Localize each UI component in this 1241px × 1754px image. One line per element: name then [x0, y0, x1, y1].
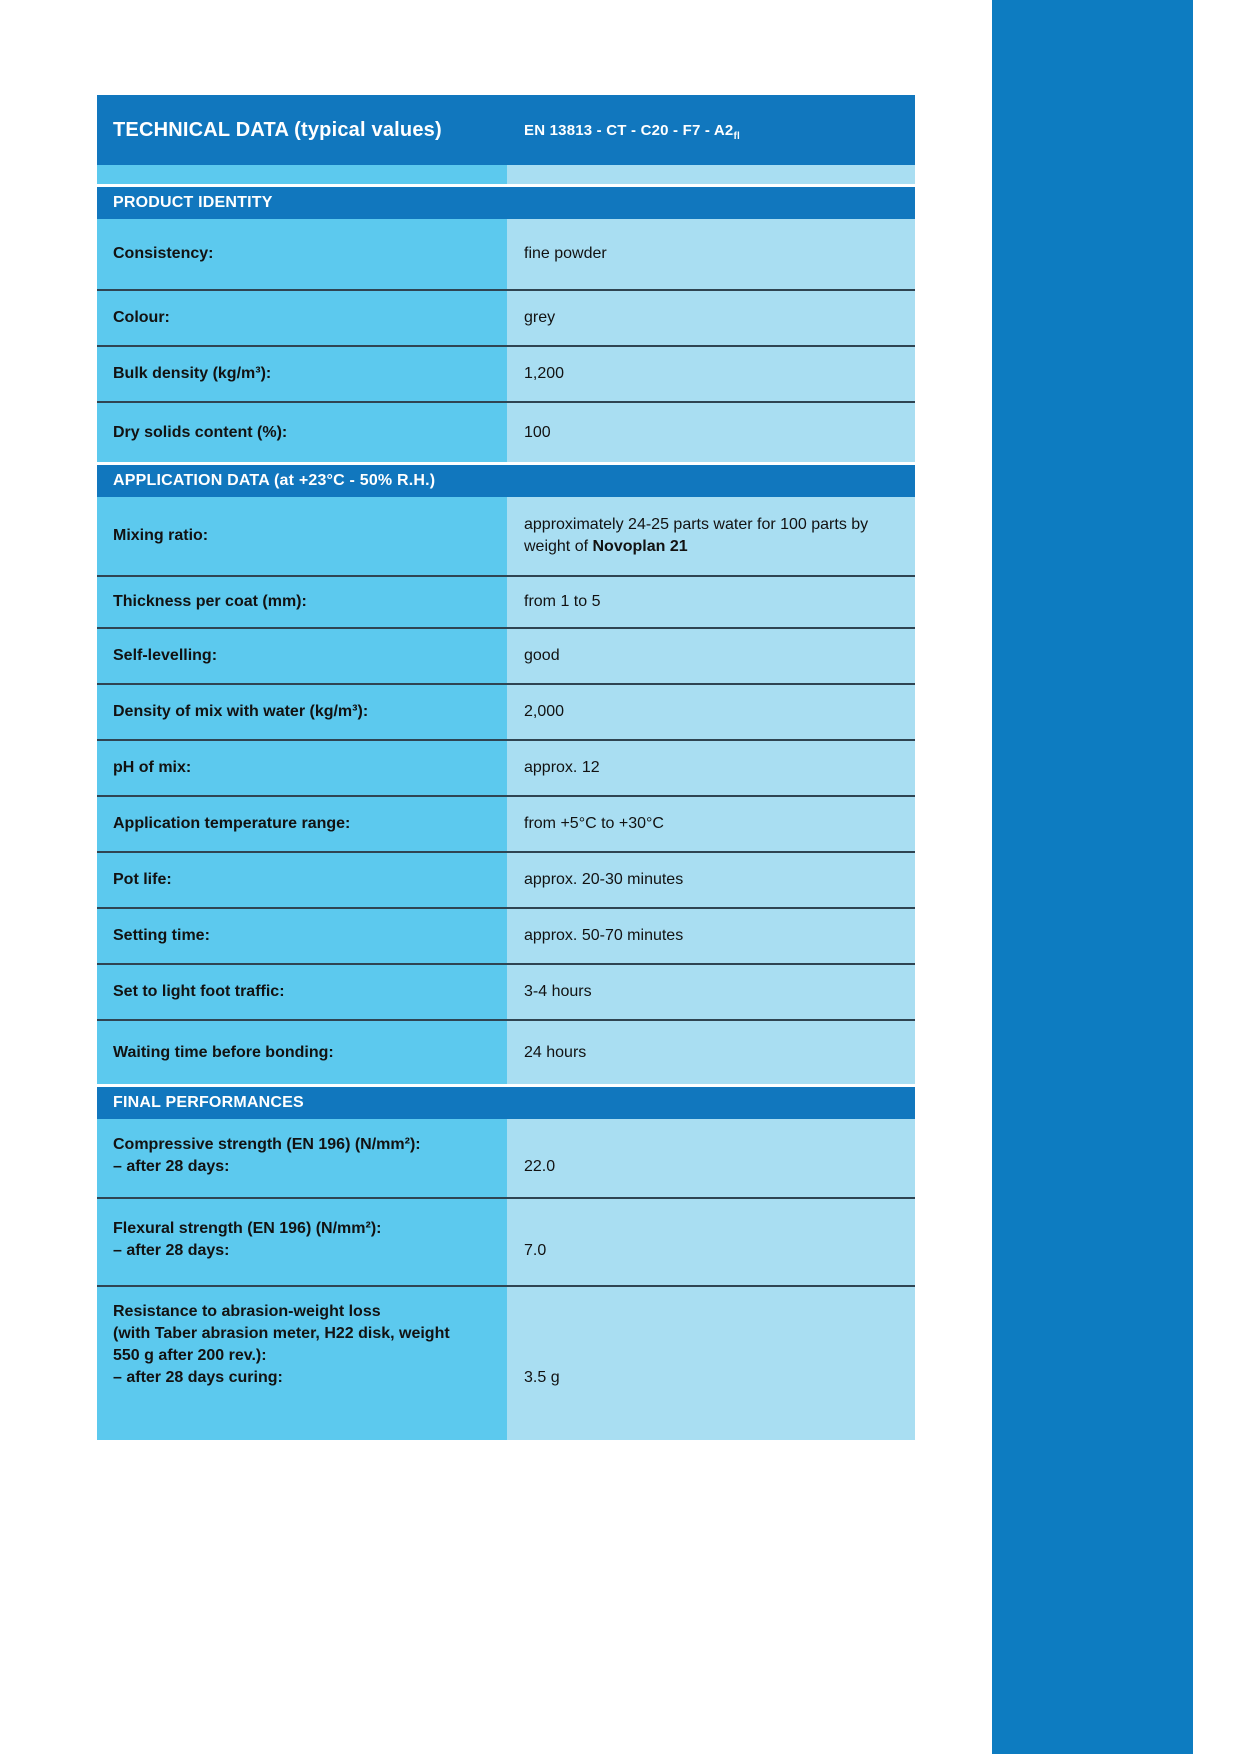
standard-text: EN 13813 - CT - C20 - F7 - A2 — [524, 121, 734, 139]
technical-data-table — [97, 95, 915, 1440]
row-value: 2,000 — [507, 685, 915, 739]
section-header-product-identity: PRODUCT IDENTITY — [97, 187, 915, 219]
row-application-temperature-range — [97, 797, 915, 853]
row-waiting-time-before-bonding — [97, 1021, 915, 1084]
label-line-1: Resistance to abrasion-weight loss — [113, 1303, 381, 1320]
row-value: 100 — [507, 403, 915, 462]
mixing-ratio-value — [524, 514, 868, 558]
row-label: Setting time: — [97, 909, 507, 963]
row-label: Application temperature range: — [97, 797, 507, 851]
row-mixing-ratio — [97, 497, 915, 577]
section-header-final-performances: FINAL PERFORMANCES — [97, 1087, 915, 1119]
row-ph-of-mix — [97, 741, 915, 797]
row-value: approx. 20-30 minutes — [507, 853, 915, 907]
row-label: Pot life: — [97, 853, 507, 907]
label-line-4: – after 28 days curing: — [113, 1369, 283, 1386]
table-header-bar — [97, 95, 915, 165]
row-value: good — [507, 629, 915, 683]
row-label: Waiting time before bonding: — [97, 1021, 507, 1084]
row-setting-time — [97, 909, 915, 965]
row-value: from 1 to 5 — [507, 577, 915, 627]
row-self-levelling — [97, 629, 915, 685]
row-bulk-density — [97, 347, 915, 403]
row-value: approx. 12 — [507, 741, 915, 795]
row-flexural-strength — [97, 1199, 915, 1287]
section-header-application-data: APPLICATION DATA (at +23°C - 50% R.H.) — [97, 465, 915, 497]
color-strip-left — [97, 165, 507, 184]
row-label: Thickness per coat (mm): — [97, 577, 507, 627]
mixing-ratio-value-line1: approximately 24-25 parts water for 100 parts by — [524, 516, 869, 533]
standard-subscript: fl — [733, 130, 740, 142]
color-strip — [97, 165, 915, 184]
label-line-3: 550 g after 200 rev.): — [113, 1347, 267, 1364]
label-line-2: – after 28 days: — [113, 1158, 230, 1175]
row-label: Mixing ratio: — [97, 497, 507, 575]
mixing-ratio-product-name: Novoplan 21 — [592, 538, 688, 555]
row-label: Consistency: — [97, 219, 507, 289]
row-label: pH of mix: — [97, 741, 507, 795]
row-set-to-light-foot-traffic — [97, 965, 915, 1021]
row-label: Density of mix with water (kg/m³): — [97, 685, 507, 739]
row-value — [507, 497, 915, 575]
row-value: 22.0 — [507, 1119, 915, 1197]
row-value: 3-4 hours — [507, 965, 915, 1019]
mixing-ratio-value-line2: weight of — [524, 538, 593, 555]
label-line-1: Compressive strength (EN 196) (N/mm²): — [113, 1136, 421, 1153]
row-value: 3.5 g — [507, 1287, 915, 1440]
row-density-of-mix-with-water — [97, 685, 915, 741]
row-colour — [97, 291, 915, 347]
row-thickness-per-coat — [97, 577, 915, 629]
row-label — [97, 1199, 507, 1285]
row-label: Self-levelling: — [97, 629, 507, 683]
standard-designation — [507, 121, 740, 142]
row-value: grey — [507, 291, 915, 345]
row-value: approx. 50-70 minutes — [507, 909, 915, 963]
row-pot-life — [97, 853, 915, 909]
row-label: Colour: — [97, 291, 507, 345]
row-compressive-strength — [97, 1119, 915, 1199]
row-label: Dry solids content (%): — [97, 403, 507, 462]
right-accent-bar — [992, 0, 1193, 1754]
row-consistency — [97, 219, 915, 291]
color-strip-right — [507, 165, 915, 184]
row-dry-solids-content — [97, 403, 915, 462]
row-value: 24 hours — [507, 1021, 915, 1084]
label-line-2: (with Taber abrasion meter, H22 disk, weight — [113, 1325, 450, 1342]
row-value: fine powder — [507, 219, 915, 289]
row-label — [97, 1119, 507, 1197]
row-value: 7.0 — [507, 1199, 915, 1285]
table-title: TECHNICAL DATA (typical values) — [113, 118, 442, 141]
row-label: Bulk density (kg/m³): — [97, 347, 507, 401]
row-label: Set to light foot traffic: — [97, 965, 507, 1019]
label-line-2: – after 28 days: — [113, 1242, 230, 1259]
row-label — [97, 1287, 507, 1440]
label-line-1: Flexural strength (EN 196) (N/mm²): — [113, 1220, 382, 1237]
row-value: from +5°C to +30°C — [507, 797, 915, 851]
row-abrasion-resistance — [97, 1287, 915, 1440]
row-value: 1,200 — [507, 347, 915, 401]
